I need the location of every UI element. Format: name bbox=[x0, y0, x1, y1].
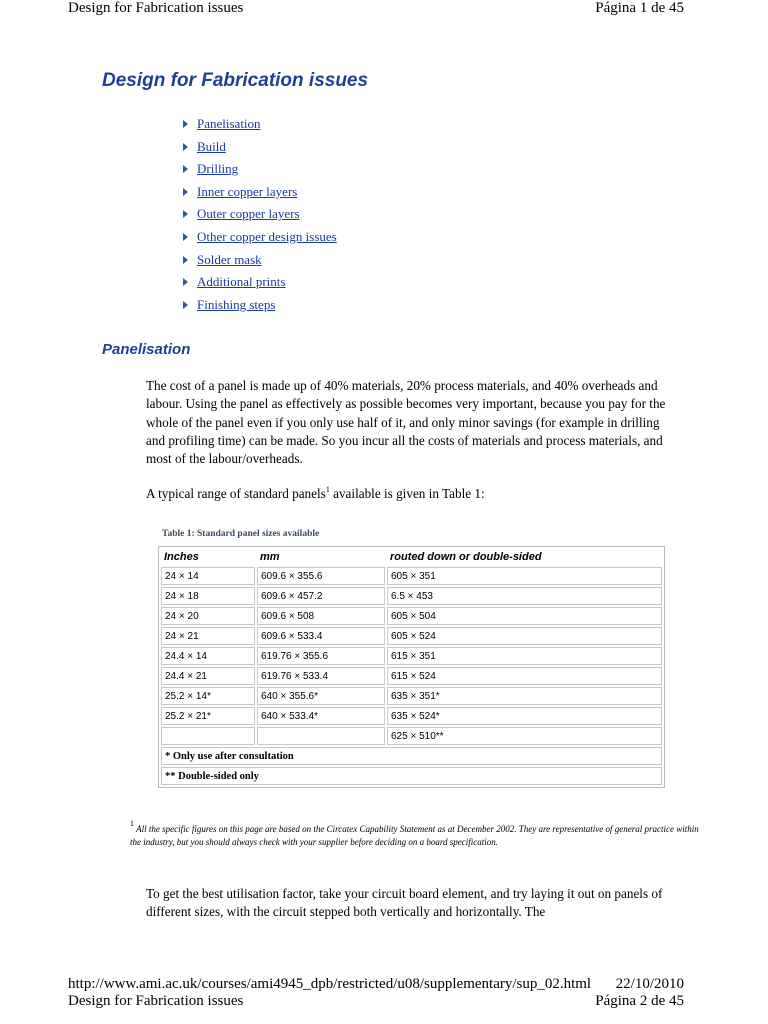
table-row bbox=[161, 687, 662, 705]
toc-item bbox=[182, 252, 337, 275]
footer-date: 22/10/2010 bbox=[615, 976, 684, 992]
panel-sizes-table bbox=[158, 546, 665, 788]
bullet-arrow-icon bbox=[183, 120, 188, 128]
bullet-arrow-icon bbox=[183, 278, 188, 286]
toc-link-other-copper-design-issues[interactable]: Other copper design issues bbox=[197, 228, 337, 244]
cell-inches bbox=[161, 727, 255, 745]
table-caption: Table 1: Standard panel sizes available bbox=[162, 529, 320, 539]
toc-item bbox=[182, 161, 337, 184]
footnote bbox=[130, 817, 700, 849]
cell-routed: 6.5 × 453 bbox=[387, 587, 662, 605]
bullet-arrow-icon bbox=[183, 188, 188, 196]
cell-inches: 24.4 × 21 bbox=[161, 667, 255, 685]
toc-item bbox=[182, 229, 337, 252]
table-row bbox=[161, 647, 662, 665]
table-row bbox=[161, 727, 662, 745]
paragraph-utilisation: To get the best utilisation factor, take your circuit board element, and try laying it out on panels of different sizes, with the circuit stepped both vertically and horizontally. The bbox=[146, 886, 663, 920]
cell-routed: 615 × 351 bbox=[387, 647, 662, 665]
column-header-mm: mm bbox=[260, 551, 280, 563]
toc-link-build[interactable]: Build bbox=[197, 138, 226, 154]
next-header-title: Design for Fabrication issues bbox=[68, 993, 244, 1009]
table-row bbox=[161, 587, 662, 605]
cell-routed: 615 × 524 bbox=[387, 667, 662, 685]
bullet-arrow-icon bbox=[183, 233, 188, 241]
cell-inches: 25.2 × 21* bbox=[161, 707, 255, 725]
cell-routed: 625 × 510** bbox=[387, 727, 662, 745]
toc-item bbox=[182, 297, 337, 320]
column-header-inches: Inches bbox=[164, 551, 199, 563]
cell-mm: 640 × 355.6* bbox=[257, 687, 385, 705]
toc-link-finishing-steps[interactable]: Finishing steps bbox=[197, 296, 276, 312]
toc-link-panelisation[interactable]: Panelisation bbox=[197, 116, 261, 131]
cell-mm: 609.6 × 533.4 bbox=[257, 627, 385, 645]
table-row bbox=[161, 567, 662, 585]
toc-link-solder-mask[interactable]: Solder mask bbox=[197, 251, 262, 267]
cell-routed: 635 × 351* bbox=[387, 687, 662, 705]
cell-inches: 24 × 20 bbox=[161, 607, 255, 625]
cell-routed: 635 × 524* bbox=[387, 707, 662, 725]
bullet-arrow-icon bbox=[183, 256, 188, 264]
table-header-row bbox=[161, 549, 662, 565]
header-page-number: Página 1 de 45 bbox=[595, 0, 684, 16]
bullet-arrow-icon bbox=[183, 301, 188, 309]
paragraph-text: A typical range of standard panels bbox=[146, 486, 326, 501]
bullet-arrow-icon bbox=[183, 143, 188, 151]
cell-routed: 605 × 504 bbox=[387, 607, 662, 625]
page-footer bbox=[68, 976, 684, 993]
column-header-routed: routed down or double-sided bbox=[390, 551, 542, 563]
table-row bbox=[161, 667, 662, 685]
cell-routed: 605 × 524 bbox=[387, 627, 662, 645]
header-title: Design for Fabrication issues bbox=[68, 0, 244, 16]
table-note-row bbox=[161, 767, 662, 785]
cell-inches: 24 × 21 bbox=[161, 627, 255, 645]
page-header bbox=[68, 0, 684, 17]
bullet-arrow-icon bbox=[183, 165, 188, 173]
cell-mm: 609.6 × 508 bbox=[257, 607, 385, 625]
bullet-arrow-icon bbox=[183, 210, 188, 218]
toc-item bbox=[182, 184, 337, 207]
cell-mm: 619.76 × 533.4 bbox=[257, 667, 385, 685]
toc-item bbox=[182, 206, 337, 229]
cell-inches: 24.4 × 14 bbox=[161, 647, 255, 665]
next-header-page-number: Página 2 de 45 bbox=[595, 993, 684, 1009]
cell-mm: 609.6 × 355.6 bbox=[257, 567, 385, 585]
paragraph-standard-panels bbox=[146, 481, 676, 503]
cell-inches: 25.2 × 14* bbox=[161, 687, 255, 705]
table-row bbox=[161, 707, 662, 725]
toc-item bbox=[182, 116, 337, 139]
footnote-number: 1 bbox=[130, 819, 134, 828]
paragraph-panel-cost: The cost of a panel is made up of 40% materials, 20% process materials, and 40% overheads and labour. Using the panel as effectively as possible becomes very important, because you pay for the whole of the panel even if you only use half of it, and only minor savings (for example in drilling and profiling time) can be made. So you incur all the costs of materials and process materials, and most of the labour/overheads. bbox=[146, 378, 666, 467]
cell-mm bbox=[257, 727, 385, 745]
cell-routed: 605 × 351 bbox=[387, 567, 662, 585]
table-note-row bbox=[161, 747, 662, 765]
table-row bbox=[161, 607, 662, 625]
paragraph-text: available is given in Table 1: bbox=[329, 486, 485, 501]
footnote-ref[interactable]: 1 bbox=[325, 485, 330, 494]
page-title: Design for Fabrication issues bbox=[102, 70, 369, 91]
toc-link-additional-prints[interactable]: Additional prints bbox=[197, 274, 286, 290]
footer-url: http://www.ami.ac.uk/courses/ami4945_dpb/restricted/u08/supplementary/sup_02.html bbox=[68, 976, 592, 992]
table-row bbox=[161, 627, 662, 645]
cell-inches: 24 × 14 bbox=[161, 567, 255, 585]
table-note-consultation: * Only use after consultation bbox=[161, 747, 662, 765]
footnote-text: All the specific figures on this page are based on the Circatex Capability Statement as at December 2002. They are representative of general practice within the industry, but you should always check with your supplier before deciding on a board specification. bbox=[130, 824, 699, 847]
next-page-header bbox=[68, 993, 684, 1010]
toc-link-drilling[interactable]: Drilling bbox=[197, 161, 239, 177]
cell-mm: 640 × 533.4* bbox=[257, 707, 385, 725]
toc-item bbox=[182, 274, 337, 297]
toc-link-outer-copper-layers[interactable]: Outer copper layers bbox=[197, 206, 300, 222]
toc-item bbox=[182, 139, 337, 162]
cell-inches: 24 × 18 bbox=[161, 587, 255, 605]
section-title-panelisation: Panelisation bbox=[102, 341, 191, 358]
toc-link-inner-copper-layers[interactable]: Inner copper layers bbox=[197, 183, 298, 199]
cell-mm: 619.76 × 355.6 bbox=[257, 647, 385, 665]
table-of-contents bbox=[182, 116, 337, 319]
cell-mm: 609.6 × 457.2 bbox=[257, 587, 385, 605]
table-note-double-sided: ** Double-sided only bbox=[161, 767, 662, 785]
